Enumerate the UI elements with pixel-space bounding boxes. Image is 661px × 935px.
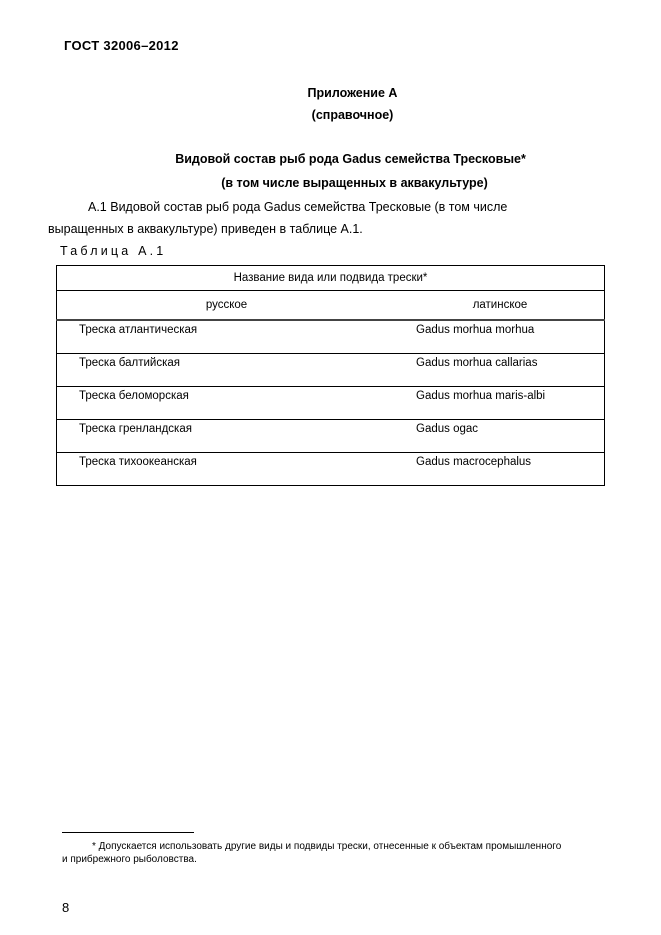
appendix-type: (справочное) <box>311 108 394 122</box>
table-row <box>57 387 605 420</box>
section-paragraph: А.1 Видовой состав рыб рода Gadus семейства Тресковые (в том числе выращенных в аквакультуре) приведен в таблице А.1. <box>48 200 508 236</box>
section-title-line1: Видовой состав рыб рода Gadus семейства Тресковые* <box>175 152 526 166</box>
cell-russian-name: Треска тихоокеанская <box>57 453 397 486</box>
cell-latin-name: Gadus morhua maris-albi <box>396 387 605 420</box>
document-code: ГОСТ 32006–2012 <box>64 38 179 53</box>
cell-latin-name: Gadus macrocephalus <box>396 453 605 486</box>
footnote-separator <box>62 832 194 833</box>
cell-latin-name: Gadus ogac <box>396 420 605 453</box>
footnote <box>62 840 562 866</box>
column-header-latin: латинское <box>396 291 605 321</box>
table-group-header: Название вида или подвида трески* <box>57 266 605 291</box>
page-number: 8 <box>62 900 70 915</box>
section-title-line2: (в том числе выращенных в аквакультуре) <box>221 176 488 190</box>
footnote-text: * Допускается использовать другие виды и подвиды трески, отнесенные к объектам промышленного и прибрежного рыболовства. <box>62 841 562 865</box>
cell-russian-name: Треска балтийская <box>57 354 397 387</box>
cell-latin-name: Gadus morhua callarias <box>396 354 605 387</box>
table-row <box>57 354 605 387</box>
table-caption: Таблица А.1 <box>60 244 167 258</box>
cell-russian-name: Треска беломорская <box>57 387 397 420</box>
table-row <box>57 453 605 486</box>
cell-russian-name: Треска атлантическая <box>57 320 397 354</box>
table-row <box>57 320 605 354</box>
cell-latin-name: Gadus morhua morhua <box>396 320 605 354</box>
column-header-russian: русское <box>57 291 397 321</box>
cell-russian-name: Треска гренландская <box>57 420 397 453</box>
species-table <box>56 265 605 486</box>
appendix-title: Приложение А <box>307 86 398 100</box>
table-row <box>57 420 605 453</box>
